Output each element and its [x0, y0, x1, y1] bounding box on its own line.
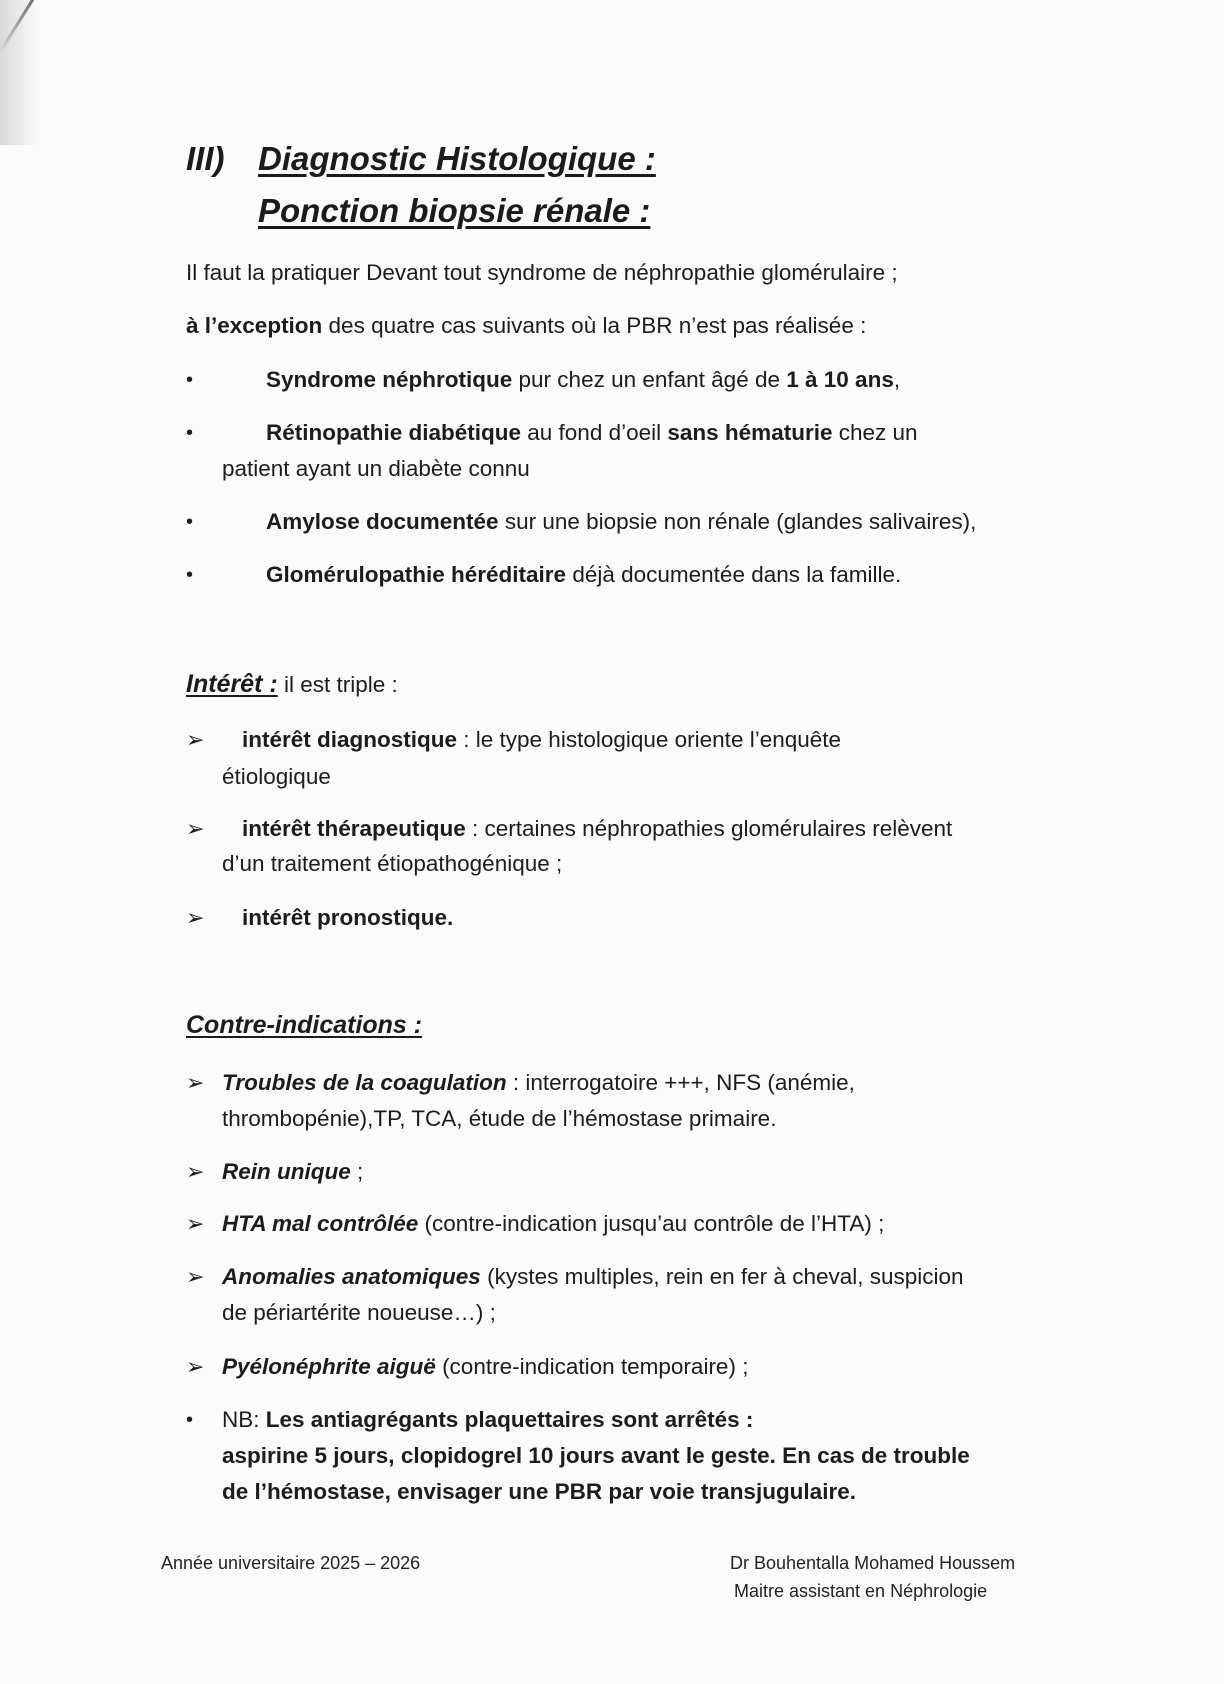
contre-term: Rein unique [222, 1159, 351, 1184]
bullet-glyph: • [186, 422, 194, 444]
exception-term: Syndrome néphrotique [266, 367, 513, 392]
contre-indications-heading: Contre-indications : [186, 1011, 423, 1039]
contre-text: ; [350, 1159, 364, 1184]
footer-year: Année universitaire 2025 – 2026 [161, 1553, 421, 1573]
exception-term: Glomérulopathie héréditaire [266, 562, 567, 587]
exception-term-2: 1 à 10 ans [786, 367, 894, 392]
section-subtitle: Ponction biopsie rénale : [258, 192, 651, 229]
contre-continuation: de périartérite noueuse…) ; [222, 1300, 496, 1325]
exception-item [266, 365, 900, 395]
exception-term: Amylose documentée [266, 509, 499, 534]
arrow-bullet-icon: ➢ [186, 905, 205, 930]
exception-item [266, 507, 976, 537]
interet-item [242, 903, 453, 933]
contre-term: Anomalies anatomiques [222, 1264, 481, 1289]
contre-term: Troubles de la coagulation [222, 1070, 507, 1095]
contre-item [222, 1157, 363, 1187]
intro-rest: des quatre cas suivants où la PBR n’est pas réalisée : [322, 313, 867, 338]
footer-author: Dr Bouhentalla Mohamed Houssem [730, 1553, 1016, 1573]
nb-line-3: de l’hémostase, envisager une PBR par voie transjugulaire. [222, 1479, 856, 1504]
interet-term: intérêt diagnostique [242, 727, 458, 752]
arrow-bullet-icon: ➢ [186, 1159, 205, 1184]
exception-item [266, 418, 918, 448]
folded-corner [0, 0, 110, 150]
exception-item [266, 560, 901, 590]
contre-item [222, 1068, 855, 1098]
interet-heading-line [186, 669, 398, 700]
contre-item [222, 1209, 884, 1239]
contre-term: Pyélonéphrite aiguë [222, 1354, 436, 1379]
interet-heading-rest: il est triple : [277, 672, 398, 697]
exception-text: au fond d’oeil [521, 420, 668, 445]
intro-emphasis: à l’exception [186, 313, 323, 338]
contre-item [222, 1262, 964, 1292]
contre-item [222, 1352, 748, 1382]
exception-text: sur une biopsie non rénale (glandes salivaires), [498, 509, 977, 534]
intro-line-2 [186, 311, 866, 341]
exception-text: déjà documentée dans la famille. [566, 562, 902, 587]
arrow-bullet-icon: ➢ [186, 816, 205, 841]
section-title [186, 140, 656, 178]
contre-term: HTA mal contrôlée [222, 1211, 419, 1236]
arrow-bullet-icon: ➢ [186, 1070, 205, 1095]
exception-text-2: , [893, 367, 901, 392]
contre-text: (kystes multiples, rein en fer à cheval, suspicion [480, 1264, 964, 1289]
interet-item [242, 814, 952, 844]
interet-text: : le type histologique oriente l’enquête [457, 727, 842, 752]
bullet-glyph: • [186, 1409, 194, 1431]
interet-term: intérêt pronostique. [242, 905, 454, 930]
interet-continuation: d’un traitement étiopathogénique ; [222, 851, 563, 876]
nb-text: Les antiagrégants plaquettaires sont arrêtés : [265, 1407, 754, 1432]
interet-term: intérêt thérapeutique [242, 816, 466, 841]
arrow-bullet-icon: ➢ [186, 1354, 205, 1379]
footer-role: Maitre assistant en Néphrologie [734, 1581, 988, 1601]
arrow-bullet-icon: ➢ [186, 727, 205, 752]
nb-label: NB: [222, 1407, 266, 1432]
contre-text: (contre-indication temporaire) ; [435, 1354, 749, 1379]
exception-continuation: patient ayant un diabète connu [222, 456, 530, 481]
bullet-glyph: • [186, 511, 194, 533]
intro-line-1: Il faut la pratiquer Devant tout syndrome de néphropathie glomérulaire ; [186, 260, 898, 285]
bullet-glyph: • [186, 369, 194, 391]
interet-continuation: étiologique [222, 764, 331, 789]
section-title-line1: Diagnostic Histologique : [258, 140, 656, 177]
contre-continuation: thrombopénie),TP, TCA, étude de l’hémostase primaire. [222, 1106, 777, 1131]
exception-term: Rétinopathie diabétique [266, 420, 522, 445]
arrow-bullet-icon: ➢ [186, 1264, 205, 1289]
exception-text-2: chez un [832, 420, 918, 445]
arrow-bullet-icon: ➢ [186, 1211, 205, 1236]
contre-text: : interrogatoire +++, NFS (anémie, [506, 1070, 855, 1095]
exception-text: pur chez un enfant âgé de [512, 367, 787, 392]
section-number: III) [186, 140, 225, 177]
contre-text: (contre-indication jusqu’au contrôle de l’HTA) ; [418, 1211, 885, 1236]
interet-item [242, 725, 841, 755]
exception-term-2: sans hématurie [667, 420, 833, 445]
nb-line-2: aspirine 5 jours, clopidogrel 10 jours avant le geste. En cas de trouble [222, 1443, 970, 1468]
interet-heading: Intérêt : [186, 670, 278, 698]
interet-text: : certaines néphropathies glomérulaires relèvent [465, 816, 953, 841]
bullet-glyph: • [186, 564, 194, 586]
nb-line-1 [222, 1405, 753, 1435]
